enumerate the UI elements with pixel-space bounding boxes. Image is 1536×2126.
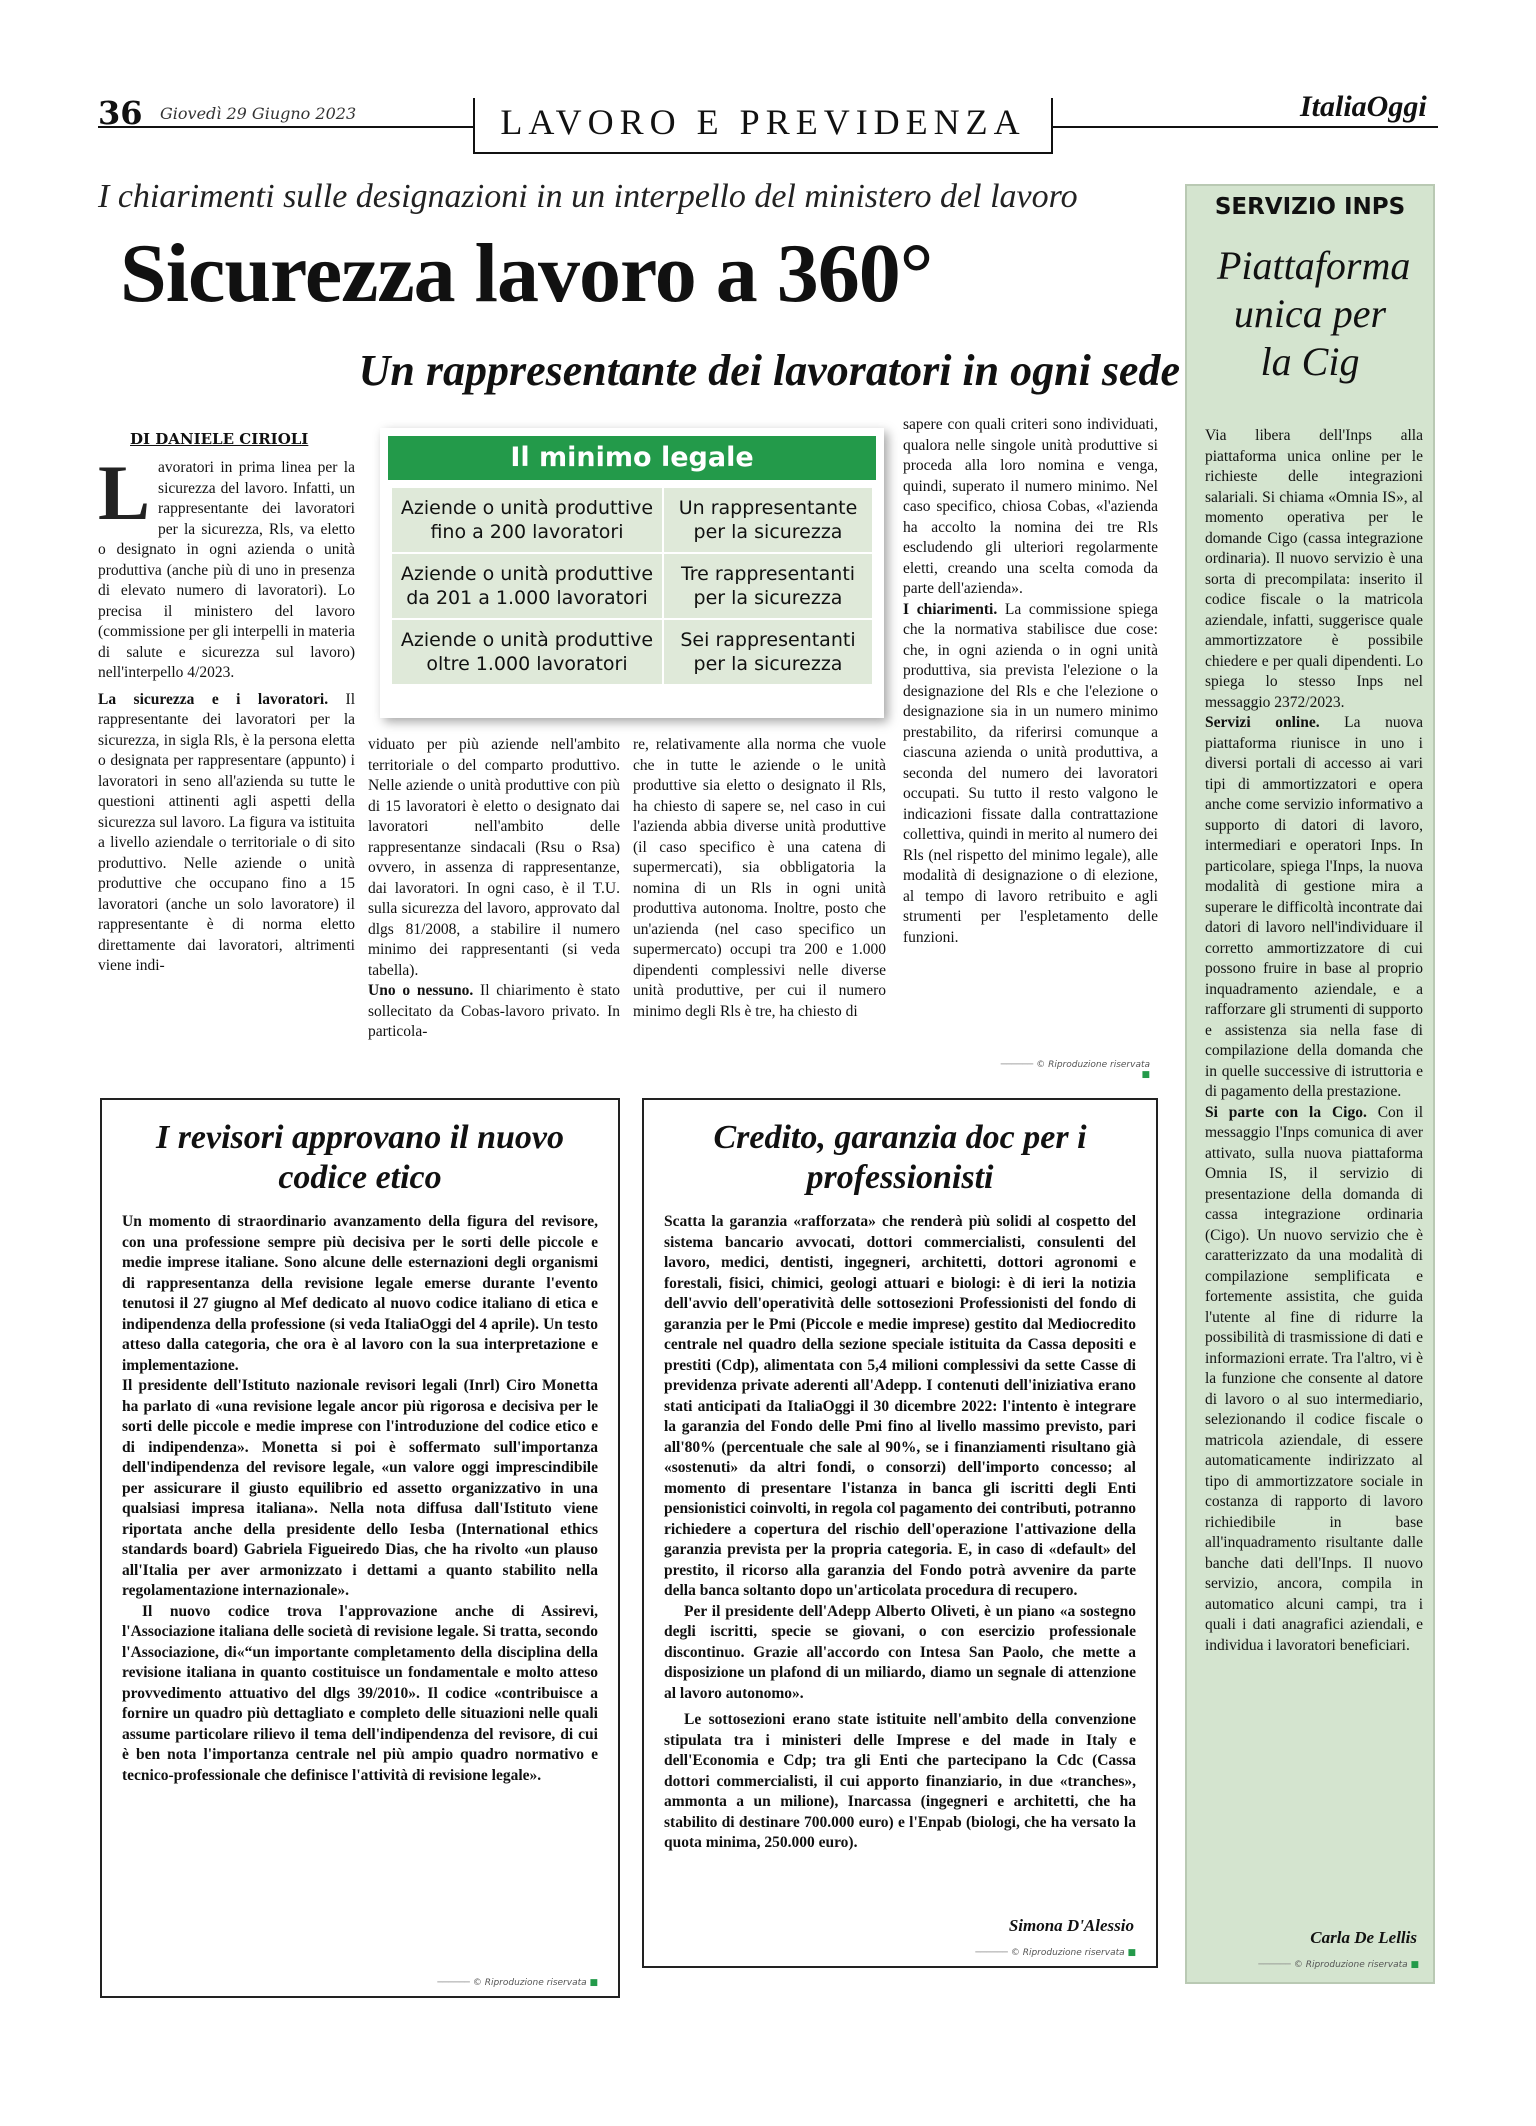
box-title: Credito, garanzia doc per i professionisti: [713, 1119, 1087, 1196]
credito-box: [642, 1098, 1158, 1968]
table-cell: Sei rappresentanti per la sicurezza: [680, 629, 856, 675]
sidebar-paragraph: Con il messaggio l'Inps comunica di aver attivato, sulla nuova piattaforma Omnia IS, il servizio di presentazione della domanda di cassa integrazione ordinaria (Cigo). Un nuovo servizio che è caratterizzato da una modalità di compilazione semplificata e fortemente assistita, che guida l'utente al fine di ridurre la possibilità di trasmissione di dati e informazioni errate. Tra l'altro, vi è la funzione che consente al datore di lavoro o al suo intermediario, selezionando il codice fiscale o matricola aziendale, di essere automaticamente indirizzato al tipo di ammortizzatore sociale in costanza di rapporto di lavoro richiedibile in base all'inquadramento risultante dalle banche dati dell'Inps. Il nuovo servizio, ancora, compila in automatico alcuni campi, tra i quali i dati anagrafici aziendali, e individua i lavoratori beneficiari.: [1205, 1103, 1423, 1654]
paragraph-col2: viduato per più aziende nell'ambito territoriale o del comparto produttivo. Nelle aziende o unità produttive con più di 15 lavoratori è eletto o designato dai lavoratori nell'ambito delle rappresentanze sindacali (Rsu o Rsa) ovvero, in assenza di rappresentanze, dai lavoratori. In ogni caso, è il T.U. sulla sicurezza del lavoro, approvato dal dlgs 81/2008, a stabilire il numero minimo dei rappresentanti (si veda tabella).: [368, 736, 620, 979]
article-column-4: [903, 415, 1158, 1055]
subhead-sicurezza: La sicurezza e i lavoratori.: [98, 690, 329, 708]
sidebar-body: [1205, 426, 1423, 1926]
article-author: DI DANIELE CIRIOLI: [130, 430, 309, 448]
table-cell: Aziende o unità produttive da 201 a 1.000 lavoratori: [392, 554, 664, 618]
paragraph-intro: avoratori in prima linea per la sicurezza del lavoro. Infatti, un rappresentante dei lavoratori per la sicurezza, Rls, va eletto o designato in ogni azienda o unità produttiva (anche più di uno in presenza di elevato numero di lavoratori). Lo precisa il ministero del lavoro (commissione per gli interpelli in materia di salute e sicurezza sul lavoro) nell'interpello 4/2023.: [98, 459, 355, 681]
section-title: LAVORO E PREVIDENZA: [473, 98, 1053, 154]
article-column-3: [633, 735, 886, 1080]
minimum-legal-table: [380, 428, 884, 718]
issue-date: Giovedì 29 Giugno 2023: [160, 104, 357, 123]
box-body: [664, 1212, 1136, 1932]
sidebar-paragraph: La nuova piattaforma riunisce in uno i diversi portali di accesso ai vari tipi di ammortizzatori e opera anche come servizio informativo a supporto di datori di lavoro, intermediari e operatori Inps. In particolare, spiega l'Inps, la nuova modalità di gestione mira a superare le difficoltà incontrate dai datori di lavoro nell'individuare il corretto ammortizzatore di cui possono fruire in base al proprio inquadramento aziendale, e a rafforzare gli strumenti di supporto e assistenza sia nella fase di compilazione della domanda che in quelle successive di istruttoria e di pagamento della prestazione.: [1205, 714, 1423, 1100]
sidebar-signature: Carla De Lellis: [1310, 1928, 1417, 1947]
subhead-chiarimenti: I chiarimenti.: [903, 600, 998, 618]
paragraph-col4: sapere con quali criteri sono individuati, qualora nelle singole unità produttive si proceda alla loro nomina e venga, quindi, superato il numero minimo. Nel caso specifico, chiosa Cobas, «l'azienda ha accolto la nomina dei tre Rls escludendo gli ulteriori regolarmente eletti, creando una scelta comoda da parte dell'azienda».: [903, 416, 1158, 597]
paragraph-col3: re, relativamente alla norma che vuole che in tutte le aziende o le unità produttive sia eletto o designato il Rls, ha chiesto di sapere se, nel caso in cui l'azienda abbia diverse unità produttive (il caso specifico è una catena di supermercati), sia obbligatoria la nomina di un Rls in ogni unità produttiva autonoma. Inoltre, posto che un'azienda (nel caso specifico un supermercato) occupi tra 200 e 1.000 dipendenti complessivi nelle diverse unità produttive, per cui il numero minimo degli Rls è tre, ha chiesto di: [633, 736, 886, 1020]
inps-sidebar: [1185, 184, 1435, 1984]
article-column-1: [98, 458, 355, 1078]
paragraph-uno-o-nessuno: Il chiarimento è stato sollecitato da Cobas-lavoro privato. In particola-: [368, 982, 620, 1040]
box-copyright: ────── © Riproduzione riservata ■: [975, 1948, 1136, 1958]
article-kicker: I chiarimenti sulle designazioni in un interpello del ministero del lavoro: [98, 178, 1078, 215]
box-paragraph: Il presidente dell'Istituto nazionale revisori legali (Inrl) Ciro Monetta ha parlato di «una revisione legale ancor più rigorosa e decisiva per le sorti delle piccole e medie imprese con l'introduzione del codice etico e di indipendenza». Monetta si poi è soffermato sull'importanza dell'indipendenza del revisore legale, «un valore oggi imprescindibile per assicurare il giusto equilibrio ed assetto organizzativo in una qualsiasi impresa italiana». Nella nota diffusa dall'Istituto viene riportata anche della presidente dello Iesba (International ethics standards board) Gabriela Figueiredo Dias, che ha rivolto «un plauso all'Italia per aver armonizzato i dettami a quanto stabilito nella regolamentazione internazionale».: [122, 1377, 598, 1599]
article-title: Sicurezza lavoro a 360°: [120, 227, 933, 320]
subhead-servizi-online: Servizi online.: [1205, 714, 1320, 731]
box-copyright: ────── © Riproduzione riservata ■: [437, 1978, 598, 1988]
box-paragraph: Il nuovo codice trova l'approvazione anche di Assirevi, l'Associazione italiana delle società di revisione legale. Si tratta, secondo l'Associazione, di«“un importante completamento della disciplina della revisione italiana in quanto costituisce un fondamentale e molto atteso provvedimento attuativo del dlgs 39/2010». Il codice «contribuisce a fornire un quadro più dettagliato e completo delle situazioni nelle quali assume particolare rilievo il tema dell'indipendenza del revisore, di cui è ben nota l'importanza centrale nel più ampio quadro normativo e tecnico-professionale che definisce l'attività di revisione legale».: [122, 1602, 598, 1784]
table-row: [392, 554, 872, 620]
box-title: I revisori approvano il nuovo codice etico: [155, 1119, 565, 1196]
paragraph-sicurezza: Il rappresentante dei lavoratori per la sicurezza, in sigla Rls, è la persona eletta o designata per rappresentare (appunto) i lavoratori in seno all'azienda su tutte le questioni attinenti agli aspetti della sicurezza sul lavoro. La figura va istituita a livello aziendale o territoriale o di sito produttivo. Nelle aziende o unità produttive che occupano fino a 15 lavoratori (anche un solo lavoratore) il rappresentante è di norma eletto direttamente dai lavoratori, altrimenti viene indi-: [98, 690, 355, 974]
box-paragraph: Le sottosezioni erano state istituite nell'ambito della convenzione stipulata tra i ministeri delle Imprese e del made in Italy e dell'Economia e Cdp; tra gli Enti che partecipano la Cdc (Cassa dottori commercialisti, il cui apporto finanziario, in due «tranches», ammonta a un milione), Inarcassa (ingegneri e architetti, che ha stabilito di destinare 700.000 euro) e l'Enpab (biologi, che ha versato la quota minima, 250.000 euro).: [664, 1711, 1136, 1851]
revisori-box: [100, 1098, 620, 1998]
article-subtitle: Un rappresentante dei lavoratori in ogni sede: [358, 346, 1180, 395]
sidebar-title: Piattaforma unica per la Cig: [1217, 243, 1411, 384]
subhead-uno-o-nessuno: Uno o nessuno.: [368, 982, 474, 999]
box-signature: Simona D'Alessio: [1008, 1916, 1134, 1935]
table-cell: Tre rappresentanti per la sicurezza: [680, 563, 856, 609]
sidebar-paragraph: Via libera dell'Inps alla piattaforma unica online per le richieste delle integrazioni salariali. Si chiama «Omnia IS», al momento operativa per le domande Cigo (cassa integrazione ordinaria). Il nuovo servizio è una sorta di precompilata: inserito il codice fiscale o la matricola aziendale, infatti, suggerisce quale ammortizzatore è possibile chiedere e per quali dipendenti. Lo spiega lo stesso Inps nel messaggio 2372/2023.: [1205, 427, 1423, 711]
article-column-2: [368, 735, 620, 1080]
drop-cap: L: [98, 458, 151, 536]
table-cell: Aziende o unità produttive oltre 1.000 lavoratori: [392, 620, 664, 684]
sidebar-header: SERVIZIO INPS: [1214, 194, 1406, 220]
box-paragraph: Scatta la garanzia «rafforzata» che renderà più solidi al cospetto del sistema bancario avvocati, dottori commercialisti, consulenti del lavoro, medici, dentisti, ingegneri, architetti, dottori agronomi e forestali, fisici, chimici, geologi attuari e biologi: è di ieri la notizia dell'avvio dell'operatività delle sottosezioni Professionisti del fondo di garanzia per le Pmi (Piccole e medie imprese) gestito dal Mediocredito centrale nel quadro della sezione speciale istituita da Cassa depositi e prestiti (Cdp), alimentata con 5,4 milioni complessivi da sette Casse di previdenza private aderenti all'Adepp. I contenuti dell'iniziativa erano stati anticipati da ItaliaOggi il 30 dicembre 2022: l'intento è integrare la garanzia del Fondo delle Pmi fino al livello massimo previsto, pari all'80% (percentuale che sale al 90%, se i finanziamenti risultano già «sostenuti» da altri fondi, o consorzi) dell'importo concesso; al momento di presentare l'istanza in banca gli iscritti degli Enti pensionistici coinvolti, in regola col pagamento dei contributi, potranno richiedere a copertura del rischio dell'operazione l'attivazione della garanzia prevista per la propria categoria. E, in caso di «default» del prestito, il ricorso alla garanzia del Fondo potrà avvenire da parte della banca soltanto dopo un'articolata procedura di recupero.: [664, 1213, 1136, 1599]
article-copyright: ────── © Riproduzione riservata ■: [990, 1060, 1150, 1080]
box-paragraph: Un momento di straordinario avanzamento della figura del revisore, con una professione sempre più decisiva per le sorti delle piccole e medie imprese italiane. Sono alcune delle esternazioni degli organismi di rappresentanza della revisione legale emerse durante l'evento tenutosi il 27 giugno al Mef dedicato al nuovo codice italiano di etica e indipendenza della professione (si veda ItaliaOggi del 4 aprile). Un testo atteso dalla categoria, che ora è al lavoro con la sua interpretazione e implementazione.: [122, 1213, 598, 1374]
table-row: [392, 488, 872, 554]
sidebar-copyright: ────── © Riproduzione riservata ■: [1258, 1960, 1419, 1970]
paragraph-chiarimenti: La commissione spiega che la normativa stabilisce due cose: che, in ogni azienda o in ogni unità produttiva, sia prevista l'elezione o la designazione del Rls e che l'elezione o designazione sia in un numero minimo prestabilito, da riferirsi comunque a ciascuna azienda o unità produttiva, a seconda del numero dei lavoratori occupati. Su tutto il resto valgono le indicazioni fissate dalla contrattazione collettiva, quindi in merito al numero dei Rls (nel rispetto del minimo legale), alle modalità di designazione o di elezione, al tempo di lavoro retribuito e agli strumenti per l'espletamento delle funzioni.: [903, 600, 1158, 946]
table-row: [392, 620, 872, 686]
table-title: Il minimo legale: [388, 436, 876, 480]
newspaper-logo: ItaliaOggi: [1300, 90, 1427, 123]
subhead-cigo: Si parte con la Cigo.: [1205, 1103, 1367, 1121]
table-cell: Un rappresentante per la sicurezza: [678, 497, 858, 543]
table-cell: Aziende o unità produttive fino a 200 lavoratori: [392, 488, 664, 552]
box-body: [122, 1212, 598, 1982]
box-paragraph: Per il presidente dell'Adepp Alberto Oliveti, è un piano «a sostegno degli iscritti, specie se giovani, o con esercizio professionale discontinuo. Grazie all'accordo con Intesa San Paolo, che mette a disposizione un plafond di un miliardo, diamo un segnale di attenzione al lavoro autonomo».: [664, 1602, 1136, 1702]
page-number: 36: [98, 94, 143, 132]
